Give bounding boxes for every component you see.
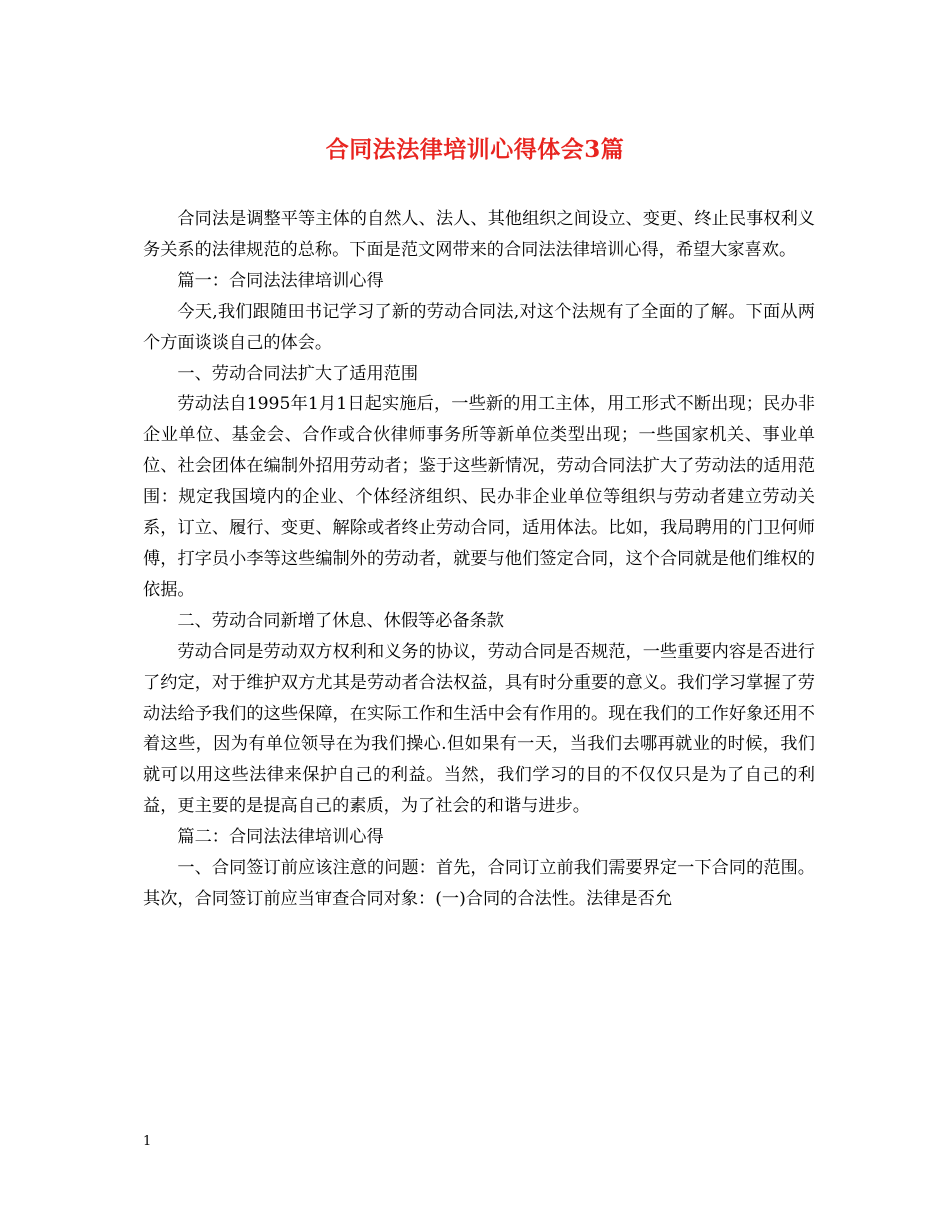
page-number: 1 <box>143 1134 152 1149</box>
document-title: 合同法法律培训心得体会3篇 <box>325 136 625 163</box>
paragraph-intro: 合同法是调整平等主体的自然人、法人、其他组织之间设立、变更、终止民事权利义务关系的法律规范的总称。下面是范文网带来的合同法法律培训心得，希望大家喜欢。 <box>143 209 815 260</box>
paragraph: 今天,我们跟随田书记学习了新的劳动合同法,对这个法规有了全面的了解。下面从两个方面谈谈自己的体会。 <box>143 301 815 353</box>
paragraph: 一、合同签订前应该注意的问题：首先，合同订立前我们需要界定一下合同的范围。其次，合同签订前应当审查合同对象：(一)合同的合法性。法律是否允 <box>143 858 815 909</box>
paragraph: 劳动法自1995年1月1日起实施后，一些新的用工主体，用工形式不断出现；民办非企业单位、基金会、合作或合伙律师事务所等新单位类型出现；一些国家机关、事业单位、社会团体在编制外招用劳动者；鉴于这些新情况，劳动合同法扩大了劳动法的适用范围：规定我国境内的企业、个体经济组织、民办非企业单位等组织与劳动者建立劳动关系，订立、履行、变更、解除或者终止劳动合同，适用体法。比如，我局聘用的门卫何师傅，打字员小李等这些编制外的劳动者，就要与他们签定合同，这个合同就是他们维权的依据。 <box>143 394 815 600</box>
paragraph: 劳动合同是劳动双方权利和义务的协议，劳动合同是否规范，一些重要内容是否进行了约定，对于维护双方尤其是劳动者合法权益，具有时分重要的意义。我们学习掌握了劳动法给予我们的这些保障，在实际工作和生活中会有作用的。现在我们的工作好象还用不着这些，因为有单位领导在为我们操心.但如果有一天，当我们去哪再就业的时候，我们就可以用这些法律来保护自己的利益。当然，我们学习的目的不仅仅只是为了自己的利益，更主要的是提高自己的素质，为了社会的和谐与进步。 <box>143 641 815 817</box>
document-body <box>143 204 815 915</box>
section-heading-part-two: 篇二：合同法法律培训心得 <box>177 827 384 848</box>
section-heading-part-one: 篇一：合同法法律培训心得 <box>177 270 384 291</box>
subheading-rest-leave: 二、劳动合同新增了休息、休假等必备条款 <box>177 610 504 631</box>
subheading-scope: 一、劳动合同法扩大了适用范围 <box>177 363 419 384</box>
